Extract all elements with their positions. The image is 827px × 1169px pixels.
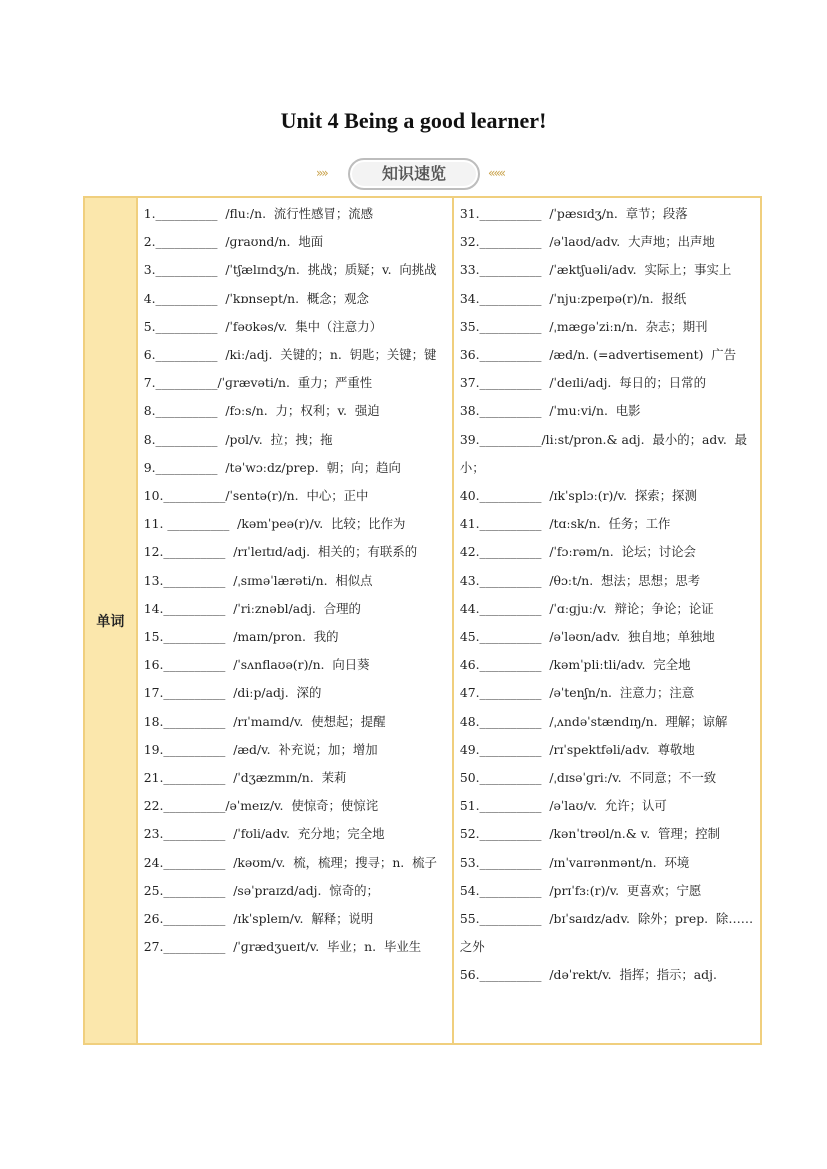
vocabulary-item: 19.__________ /æd/v. 补充说；加；增加 bbox=[143, 741, 378, 757]
vocabulary-item: 47.__________ /əˈtenʃn/n. 注意力；注意 bbox=[459, 685, 695, 701]
vocabulary-item: 25.__________ /səˈpraɪzd/adj. 惊奇的； bbox=[143, 882, 379, 898]
vocabulary-item: 51.__________ /əˈlaʊ/v. 允许；认可 bbox=[459, 798, 667, 814]
vocabulary-item: 50.__________ /ˌdɪsəˈɡriː/v. 不同意；不一致 bbox=[459, 770, 717, 786]
vocabulary-table bbox=[83, 196, 762, 1045]
vocabulary-item: 55.__________ /bɪˈsaɪdz/adv. 除外；prep. 除……之外 bbox=[459, 911, 754, 955]
vocabulary-item: 10.__________/ˈsentə(r)/n. 中心；正中 bbox=[143, 488, 369, 504]
vocabulary-item: 49.__________ /rɪˈspektfəli/adv. 尊敬地 bbox=[459, 741, 695, 757]
vocabulary-item: 7.__________/ˈɡrævəti/n. 重力；严重性 bbox=[143, 375, 373, 391]
vocabulary-item: 12.__________ /rɪˈleɪtɪd/adj. 相关的；有联系的 bbox=[143, 544, 418, 560]
section-banner bbox=[0, 158, 827, 190]
banner-label: 知识速览 bbox=[348, 158, 480, 190]
vocabulary-item: 3.__________ /ˈtʃælɪndʒ/n. 挑战；质疑；v. 向挑战 bbox=[143, 262, 437, 278]
vocabulary-item: 54.__________ /prɪˈfɜː(r)/v. 更喜欢；宁愿 bbox=[459, 882, 702, 898]
vocabulary-item: 22.__________/əˈmeɪz/v. 使惊奇；使惊诧 bbox=[143, 798, 379, 814]
vocabulary-item: 45.__________ /əˈləʊn/adv. 独自地；单独地 bbox=[459, 629, 715, 645]
vocabulary-item: 52.__________ /kənˈtrəʊl/n.& v. 管理；控制 bbox=[459, 826, 720, 842]
vocabulary-item: 56.__________ /dəˈrekt/v. 指挥；指示；adj. bbox=[459, 967, 717, 983]
vocabulary-item: 11. __________ /kəmˈpeə(r)/v. 比较；比作为 bbox=[143, 516, 406, 532]
vocabulary-item: 13.__________ /ˌsɪməˈlærəti/n. 相似点 bbox=[143, 572, 373, 588]
vocabulary-item: 16.__________ /ˈsʌnflaʊə(r)/n. 向日葵 bbox=[143, 657, 370, 673]
vocabulary-item: 31.__________ /ˈpæsɪdʒ/n. 章节；段落 bbox=[459, 206, 688, 221]
vocabulary-item: 21.__________ /ˈdʒæzmɪn/n. 茉莉 bbox=[143, 770, 347, 786]
vocabulary-item: 42.__________ /ˈfɔːrəm/n. 论坛；讨论会 bbox=[459, 544, 696, 560]
vocabulary-item: 46.__________ /kəmˈpliːtli/adv. 完全地 bbox=[459, 657, 691, 673]
vocabulary-item: 41.__________ /tɑːsk/n. 任务；工作 bbox=[459, 516, 671, 532]
vocabulary-item: 32.__________ /əˈlaʊd/adv. 大声地；出声地 bbox=[459, 234, 715, 250]
vocabulary-item: 17.__________ /diːp/adj. 深的 bbox=[143, 685, 322, 701]
vocabulary-item: 33.__________ /ˈæktʃuəli/adv. 实际上；事实上 bbox=[459, 262, 732, 278]
vocabulary-item: 15.__________ /maɪn/pron. 我的 bbox=[143, 629, 339, 645]
vocabulary-item: 24.__________ /kəʊm/v. 梳，梳理；搜寻；n. 梳子 bbox=[143, 854, 437, 870]
vocabulary-item: 36.__________ /æd/n. (=advertisement) 广告 bbox=[459, 347, 737, 363]
vocabulary-item: 43.__________ /θɔːt/n. 想法；思想；思考 bbox=[459, 572, 701, 588]
vocabulary-item: 39.__________/liːst/pron.& adj. 最小的；adv. 最小； bbox=[459, 431, 748, 475]
section-label: 单词 bbox=[85, 198, 138, 1043]
vocabulary-column-right bbox=[454, 198, 760, 1043]
vocabulary-item: 23.__________ /ˈfʊli/adv. 充分地；完全地 bbox=[143, 826, 385, 842]
vocabulary-item: 9.__________ /təˈwɔːdz/prep. 朝；向；趋向 bbox=[143, 459, 401, 475]
vocabulary-item: 4.__________ /ˈkɒnsept/n. 概念；观念 bbox=[143, 290, 369, 306]
vocabulary-item: 37.__________ /ˈdeɪli/adj. 每日的；日常的 bbox=[459, 375, 706, 391]
vocabulary-item: 6.__________ /kiː/adj. 关键的；n. 钥匙；关键；键 bbox=[143, 347, 437, 363]
vocabulary-column-left bbox=[138, 198, 454, 1043]
vocabulary-item: 40.__________ /ɪkˈsplɔː(r)/v. 探索；探测 bbox=[459, 488, 697, 504]
vocabulary-item: 26.__________ /ɪkˈspleɪn/v. 解释；说明 bbox=[143, 911, 374, 927]
right-arrows-icon: ««« bbox=[488, 166, 505, 180]
page-title: Unit 4 Being a good learner! bbox=[280, 108, 547, 133]
vocabulary-item: 2.__________ /ɡraʊnd/n. 地面 bbox=[143, 234, 324, 250]
vocabulary-item: 14.__________ /ˈriːznəbl/adj. 合理的 bbox=[143, 600, 361, 616]
left-arrows-icon: »» bbox=[316, 166, 327, 180]
vocabulary-item: 5.__________ /ˈfəʊkəs/v. 集中（注意力） bbox=[143, 318, 382, 334]
vocabulary-item: 18.__________ /rɪˈmaɪnd/v. 使想起；提醒 bbox=[143, 713, 386, 729]
vocabulary-item: 1.__________ /fluː/n. 流行性感冒；流感 bbox=[143, 206, 374, 221]
vocabulary-item: 35.__________ /ˌmæɡəˈziːn/n. 杂志；期刊 bbox=[459, 318, 708, 334]
vocabulary-item: 8.__________ /fɔːs/n. 力；权利；v. 强迫 bbox=[143, 403, 380, 419]
vocabulary-item: 48.__________ /ˌʌndəˈstændɪŋ/n. 理解；谅解 bbox=[459, 713, 728, 729]
vocabulary-item: 34.__________ /ˈnjuːzpeɪpə(r)/n. 报纸 bbox=[459, 290, 687, 306]
vocabulary-item: 53.__________ /ɪnˈvaɪrənmənt/n. 环境 bbox=[459, 854, 690, 870]
vocabulary-item: 38.__________ /ˈmuːvi/n. 电影 bbox=[459, 403, 641, 419]
vocabulary-item: 44.__________ /ˈɑːɡjuː/v. 辩论；争论；论证 bbox=[459, 600, 714, 616]
vocabulary-item: 27.__________ /ˈɡrædʒueɪt/v. 毕业；n. 毕业生 bbox=[143, 939, 422, 955]
vocabulary-item: 8.__________ /pʊl/v. 拉；拽；拖 bbox=[143, 431, 333, 447]
